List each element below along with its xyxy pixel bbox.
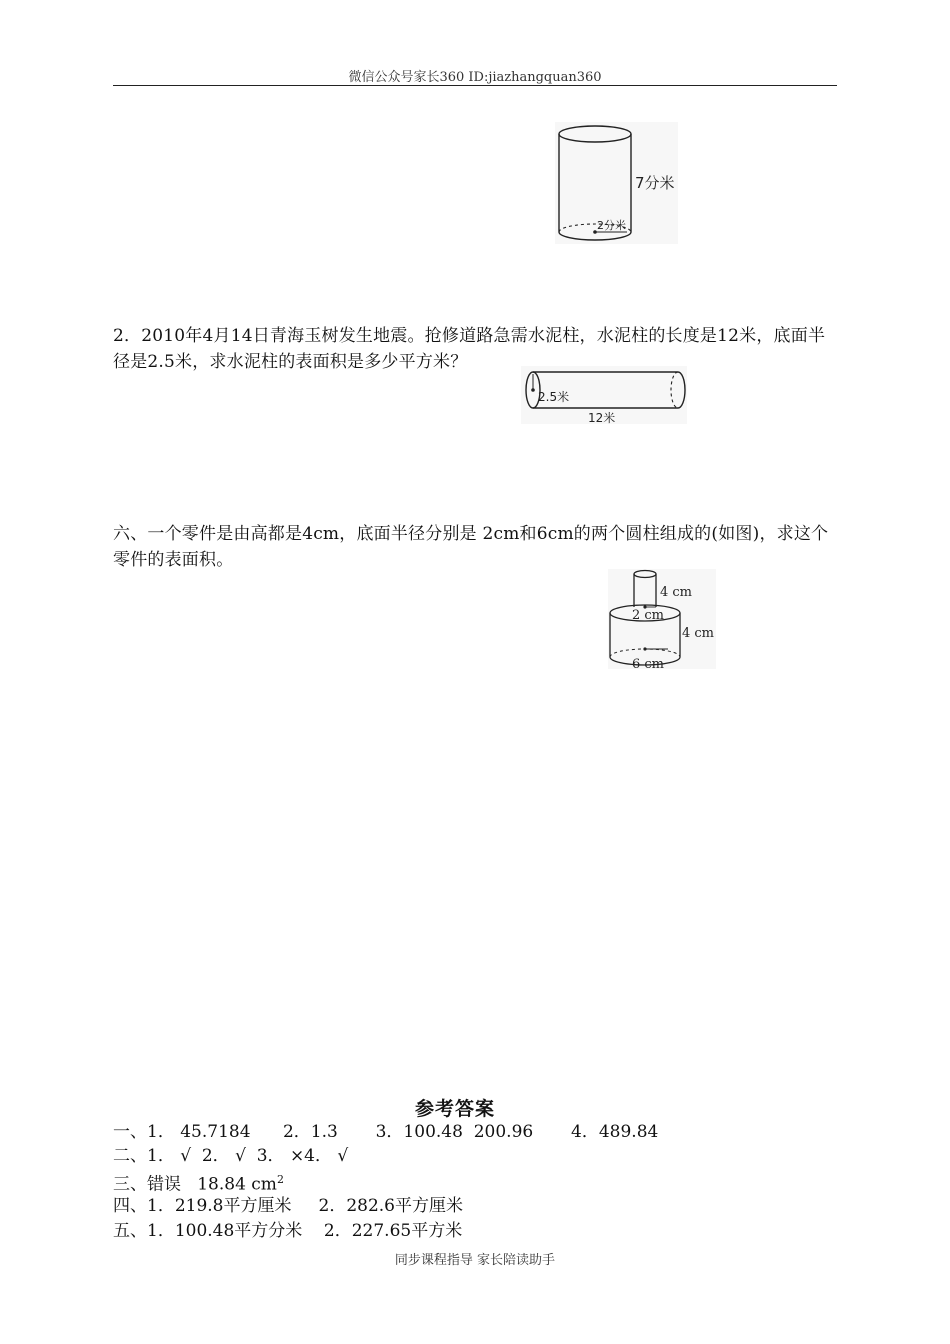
cylinder-figure-1 [555, 122, 678, 244]
header-divider [113, 85, 837, 86]
question-6-text: 六、一个零件是由高都是4cm，底面半径分别是 2cm和6cm的两个圆柱组成的(如图)，求这个零件的表面积。 [113, 524, 829, 570]
figure1-radius-label: 2分米 [597, 219, 626, 232]
figure3-bottom-radius-label: 6 cm [632, 657, 665, 669]
figure2-length-label: 12米 [588, 411, 616, 424]
figure3-top-height-label: 4 cm [660, 585, 693, 600]
answer-line-2: 二、1． √ 2． √ 3． ×4． √ [113, 1146, 349, 1166]
figure3-bottom-height-label: 4 cm [682, 626, 715, 641]
answer-line-4: 四、1．219.8平方厘米 2．282.6平方厘米 [113, 1196, 463, 1216]
page-footer: 同步课程指导 家长陪读助手 [394, 1253, 556, 1268]
figure2-radius-label: 2.5米 [538, 390, 570, 404]
answer-line-1: 一、1． 45.7184 2．1.3 3．100.48 200.96 4．489.84 [113, 1122, 659, 1142]
answer-line-3-superscript: 2 [276, 1173, 284, 1186]
cylinder-figure-2 [521, 366, 687, 424]
page-header: 微信公众号家长360 ID:jiazhangquan360 [348, 70, 602, 85]
figure1-height-label: 7分米 [635, 174, 675, 192]
answers-title: 参考答案 [414, 1098, 495, 1120]
cylinder-figure-3 [608, 569, 716, 669]
answer-line-3 [113, 1168, 284, 1197]
answer-line-5: 五、1．100.48平方分米 2．227.65平方米 [113, 1221, 463, 1241]
answer-line-3-text: 三、错误 18.84 cm [113, 1174, 277, 1195]
figure3-top-radius-label: 2 cm [632, 608, 665, 623]
question-2-text: 2．2010年4月14日青海玉树发生地震。抢修道路急需水泥柱，水泥柱的长度是12米，底面半径是2.5米，求水泥柱的表面积是多少平方米？ [113, 326, 826, 372]
